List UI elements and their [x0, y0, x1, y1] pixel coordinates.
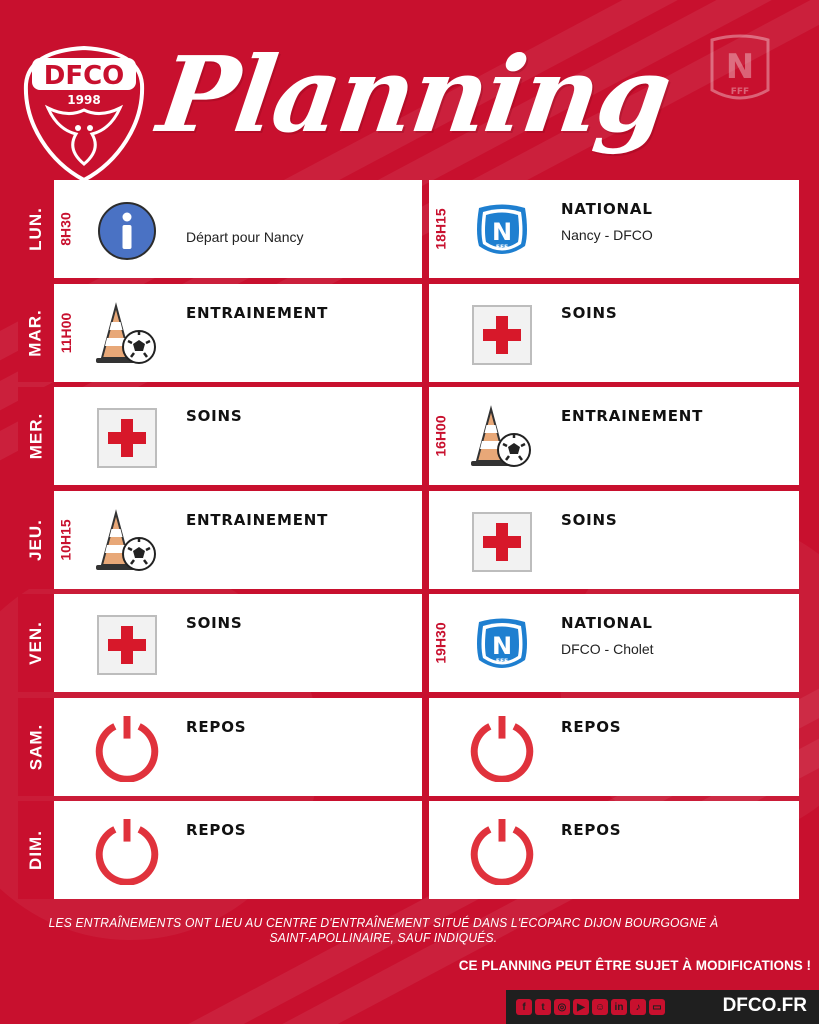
schedule-cell-right: [429, 594, 799, 692]
time-text: 11H00: [58, 312, 75, 353]
power-icon: [94, 716, 160, 782]
activity-heading: NATIONAL: [561, 200, 653, 218]
day-tab: [18, 284, 54, 382]
day-tab: [18, 387, 54, 485]
activity-heading: REPOS: [186, 717, 247, 736]
schedule-cell-left: [54, 180, 422, 278]
day-label-text: DIM.: [26, 830, 46, 870]
day-label: [18, 801, 54, 899]
day-tab: [18, 698, 54, 796]
youtube-icon[interactable]: ▶: [573, 999, 589, 1015]
schedule-cell-right: [429, 180, 799, 278]
day-label: [18, 698, 54, 796]
modifications-notice: CE PLANNING PEUT ÊTRE SUJET À MODIFICATIONS !: [458, 958, 811, 973]
time-text: 18H15: [433, 208, 450, 250]
activity-heading: SOINS: [561, 303, 618, 322]
svg-text:DFCO: DFCO: [43, 61, 125, 91]
activity-heading: NATIONAL: [561, 614, 653, 632]
info-icon: [94, 198, 160, 264]
medical-cross-icon: [469, 302, 535, 368]
activity-heading: SOINS: [561, 510, 618, 529]
day-label: [18, 491, 54, 589]
day-label-text: VEN.: [26, 621, 45, 665]
tiktok-icon[interactable]: ♪: [630, 999, 646, 1015]
day-tab: [18, 594, 54, 692]
time-label: [429, 180, 453, 278]
activity-heading: SOINS: [186, 407, 243, 425]
time-text: 8H30: [58, 212, 74, 246]
schedule-cell-right: [429, 491, 799, 589]
schedule-cell-left: [54, 284, 422, 382]
schedule-cell-right: [429, 801, 799, 899]
time-label: [54, 491, 78, 589]
medical-cross-icon: [94, 612, 160, 678]
fff-badge-icon: [706, 30, 774, 110]
national-icon: [469, 612, 535, 678]
website-link[interactable]: DFCO.FR: [722, 995, 807, 1016]
svg-text:N: N: [725, 47, 755, 87]
schedule-cell-right: [429, 387, 799, 485]
day-label-text: LUN.: [26, 207, 46, 251]
activity-heading: REPOS: [561, 717, 622, 736]
national-icon: [469, 198, 535, 264]
svg-text:FFF: FFF: [495, 658, 509, 665]
snapchat-icon[interactable]: ☺: [592, 999, 608, 1015]
day-row: [18, 284, 799, 382]
activity-heading: ENTRAINEMENT: [186, 303, 329, 322]
twitter-icon[interactable]: t: [535, 999, 551, 1015]
day-row: [18, 387, 799, 485]
day-label: [18, 387, 54, 485]
power-icon: [469, 716, 535, 782]
day-row: [18, 698, 799, 796]
time-text: 16H00: [433, 415, 450, 457]
day-row: [18, 801, 799, 899]
time-label: [429, 594, 453, 692]
schedule-cell-right: [429, 698, 799, 796]
time-label: [429, 387, 453, 485]
medical-cross-icon: [94, 405, 160, 471]
linkedin-icon[interactable]: in: [611, 999, 627, 1015]
activity-heading: ENTRAINEMENT: [186, 510, 329, 529]
time-text: 19H30: [433, 622, 450, 664]
training-cone-icon: [94, 509, 160, 575]
day-row: [18, 180, 799, 278]
activity-detail: Nancy - DFCO: [561, 227, 653, 243]
activity-heading: REPOS: [186, 821, 247, 839]
time-label: [54, 284, 78, 382]
schedule-cell-right: [429, 284, 799, 382]
location-note: LES ENTRAÎNEMENTS ONT LIEU AU CENTRE D'ENTRAÎNEMENT SITUÉ DANS L'ECOPARC DIJON BOURGOGNE À SAINT-APOLLINAIRE, SAUF INDIQUÉS.: [48, 915, 719, 945]
activity-detail: DFCO - Cholet: [561, 641, 654, 657]
instagram-icon[interactable]: ◎: [554, 999, 570, 1015]
day-row: [18, 594, 799, 692]
activity-detail: Départ pour Nancy: [186, 229, 304, 245]
svg-text:FFF: FFF: [495, 244, 509, 251]
training-cone-icon: [469, 405, 535, 471]
time-text: 10H15: [58, 518, 75, 561]
dfco-logo: [20, 44, 148, 184]
schedule-cell-left: [54, 594, 422, 692]
svg-text:N: N: [491, 218, 513, 246]
activity-heading: REPOS: [561, 821, 622, 839]
power-icon: [94, 819, 160, 885]
day-label: [18, 180, 54, 278]
svg-text:N: N: [491, 632, 513, 660]
svg-text:FFF: FFF: [730, 87, 750, 97]
time-label: [54, 180, 78, 278]
facebook-icon[interactable]: f: [516, 999, 532, 1015]
activity-heading: SOINS: [186, 614, 243, 632]
training-cone-icon: [94, 302, 160, 368]
medical-cross-icon: [469, 509, 535, 575]
schedule-cell-left: [54, 698, 422, 796]
day-tab: [18, 180, 54, 278]
day-label: [18, 284, 54, 382]
page-title: Planning: [151, 33, 677, 156]
day-label-text: MER.: [26, 412, 45, 460]
day-label-text: MAR.: [26, 308, 46, 357]
twitch-icon[interactable]: ▭: [649, 999, 665, 1015]
schedule-cell-left: [54, 801, 422, 899]
day-label-text: JEU.: [26, 518, 46, 561]
activity-heading: ENTRAINEMENT: [561, 407, 704, 425]
svg-text:1998: 1998: [67, 93, 101, 107]
day-tab: [18, 491, 54, 589]
day-tab: [18, 801, 54, 899]
power-icon: [469, 819, 535, 885]
day-label: [18, 594, 54, 692]
schedule-cell-left: [54, 387, 422, 485]
day-label-text: SAM.: [26, 723, 45, 770]
schedule-cell-left: [54, 491, 422, 589]
day-row: [18, 491, 799, 589]
